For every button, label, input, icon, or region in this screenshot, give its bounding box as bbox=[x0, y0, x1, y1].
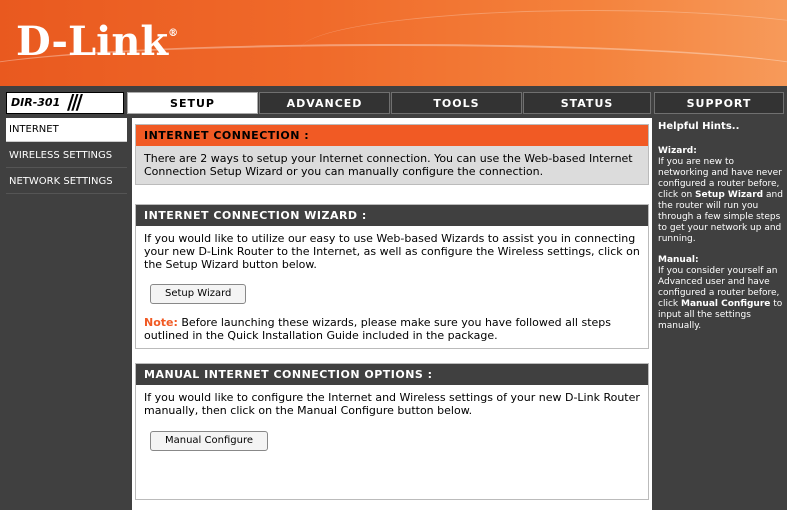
sidebar-item-label: NETWORK SETTINGS bbox=[9, 176, 113, 187]
sidebar-item-network-settings[interactable] bbox=[6, 170, 127, 194]
wizard-hint-pre: If you are new to networking and have never configured a router before, click on bbox=[658, 157, 782, 200]
wizard-hint-post: and the router will run you through a few simple steps to get your network up and running. bbox=[658, 190, 783, 244]
manual-button-row bbox=[150, 431, 640, 451]
manual-section bbox=[135, 363, 649, 500]
model-name: DIR-301 bbox=[11, 96, 61, 109]
section-text: There are 2 ways to setup your Internet connection. You can use the Web-based Internet Connection Setup Wizard or you can manually configure the connection. bbox=[136, 146, 648, 184]
manual-hint-pre: If you consider yourself an Advanced user and have configured a router before, click bbox=[658, 266, 780, 309]
wizard-section bbox=[135, 204, 649, 349]
section-title: INTERNET CONNECTION : bbox=[136, 125, 648, 146]
main-content bbox=[132, 118, 652, 510]
wizard-note bbox=[144, 316, 640, 342]
internet-connection-section bbox=[135, 124, 649, 185]
logo-registered-mark: ® bbox=[168, 28, 179, 39]
tab-status[interactable]: STATUS bbox=[523, 92, 651, 114]
note-text: Before launching these wizards, please make sure you have followed all steps outlined in the Quick Installation Guide included in the package. bbox=[144, 316, 612, 342]
section-title: MANUAL INTERNET CONNECTION OPTIONS : bbox=[136, 364, 648, 385]
logo-text: D-Link bbox=[16, 18, 169, 65]
tab-advanced[interactable]: ADVANCED bbox=[259, 92, 390, 114]
header-banner bbox=[0, 0, 787, 86]
tab-tools[interactable]: TOOLS bbox=[391, 92, 522, 114]
manual-spacer bbox=[144, 457, 640, 493]
sidebar-item-internet[interactable] bbox=[6, 118, 127, 142]
manual-hint-title: Manual: bbox=[658, 255, 699, 265]
sidebar-item-wireless-settings[interactable] bbox=[6, 144, 127, 168]
helpful-hints-panel bbox=[654, 118, 787, 510]
tab-support[interactable]: SUPPORT bbox=[654, 92, 784, 114]
manual-configure-button[interactable]: Manual Configure bbox=[150, 431, 268, 451]
sidebar bbox=[6, 118, 127, 510]
manual-hint bbox=[658, 255, 783, 332]
wizard-body bbox=[136, 226, 648, 348]
sidebar-item-label: WIRELESS SETTINGS bbox=[9, 150, 113, 161]
sidebar-item-label: INTERNET bbox=[9, 124, 59, 135]
section-title: INTERNET CONNECTION WIZARD : bbox=[136, 205, 648, 226]
wizard-button-row bbox=[150, 284, 640, 304]
wizard-hint bbox=[658, 146, 783, 245]
manual-hint-bold: Manual Configure bbox=[680, 299, 771, 309]
banner-swoosh-2 bbox=[300, 10, 787, 86]
manual-body bbox=[136, 385, 648, 499]
top-nav bbox=[0, 86, 787, 116]
manual-description: If you would like to configure the Internet and Wireless settings of your new D-Link Router manually, then click on the Manual Configure button below. bbox=[144, 391, 640, 417]
wizard-hint-bold: Setup Wizard bbox=[695, 190, 764, 200]
setup-wizard-button[interactable]: Setup Wizard bbox=[150, 284, 246, 304]
manual-hint-post: to input all the settings manually. bbox=[658, 299, 783, 331]
dlink-logo bbox=[16, 18, 178, 65]
wizard-hint-title: Wizard: bbox=[658, 146, 697, 156]
hints-heading: Helpful Hints.. bbox=[658, 121, 740, 132]
model-slashes: /// bbox=[67, 90, 80, 114]
wizard-description: If you would like to utilize our easy to use Web-based Wizards to assist you in connecting your new D-Link Router to the Internet, as well as configure the Wireless settings, click on the Setup Wizard button below. bbox=[144, 232, 640, 271]
tab-setup[interactable]: SETUP bbox=[127, 92, 258, 114]
model-badge bbox=[6, 92, 124, 114]
note-label: Note: bbox=[144, 316, 178, 329]
